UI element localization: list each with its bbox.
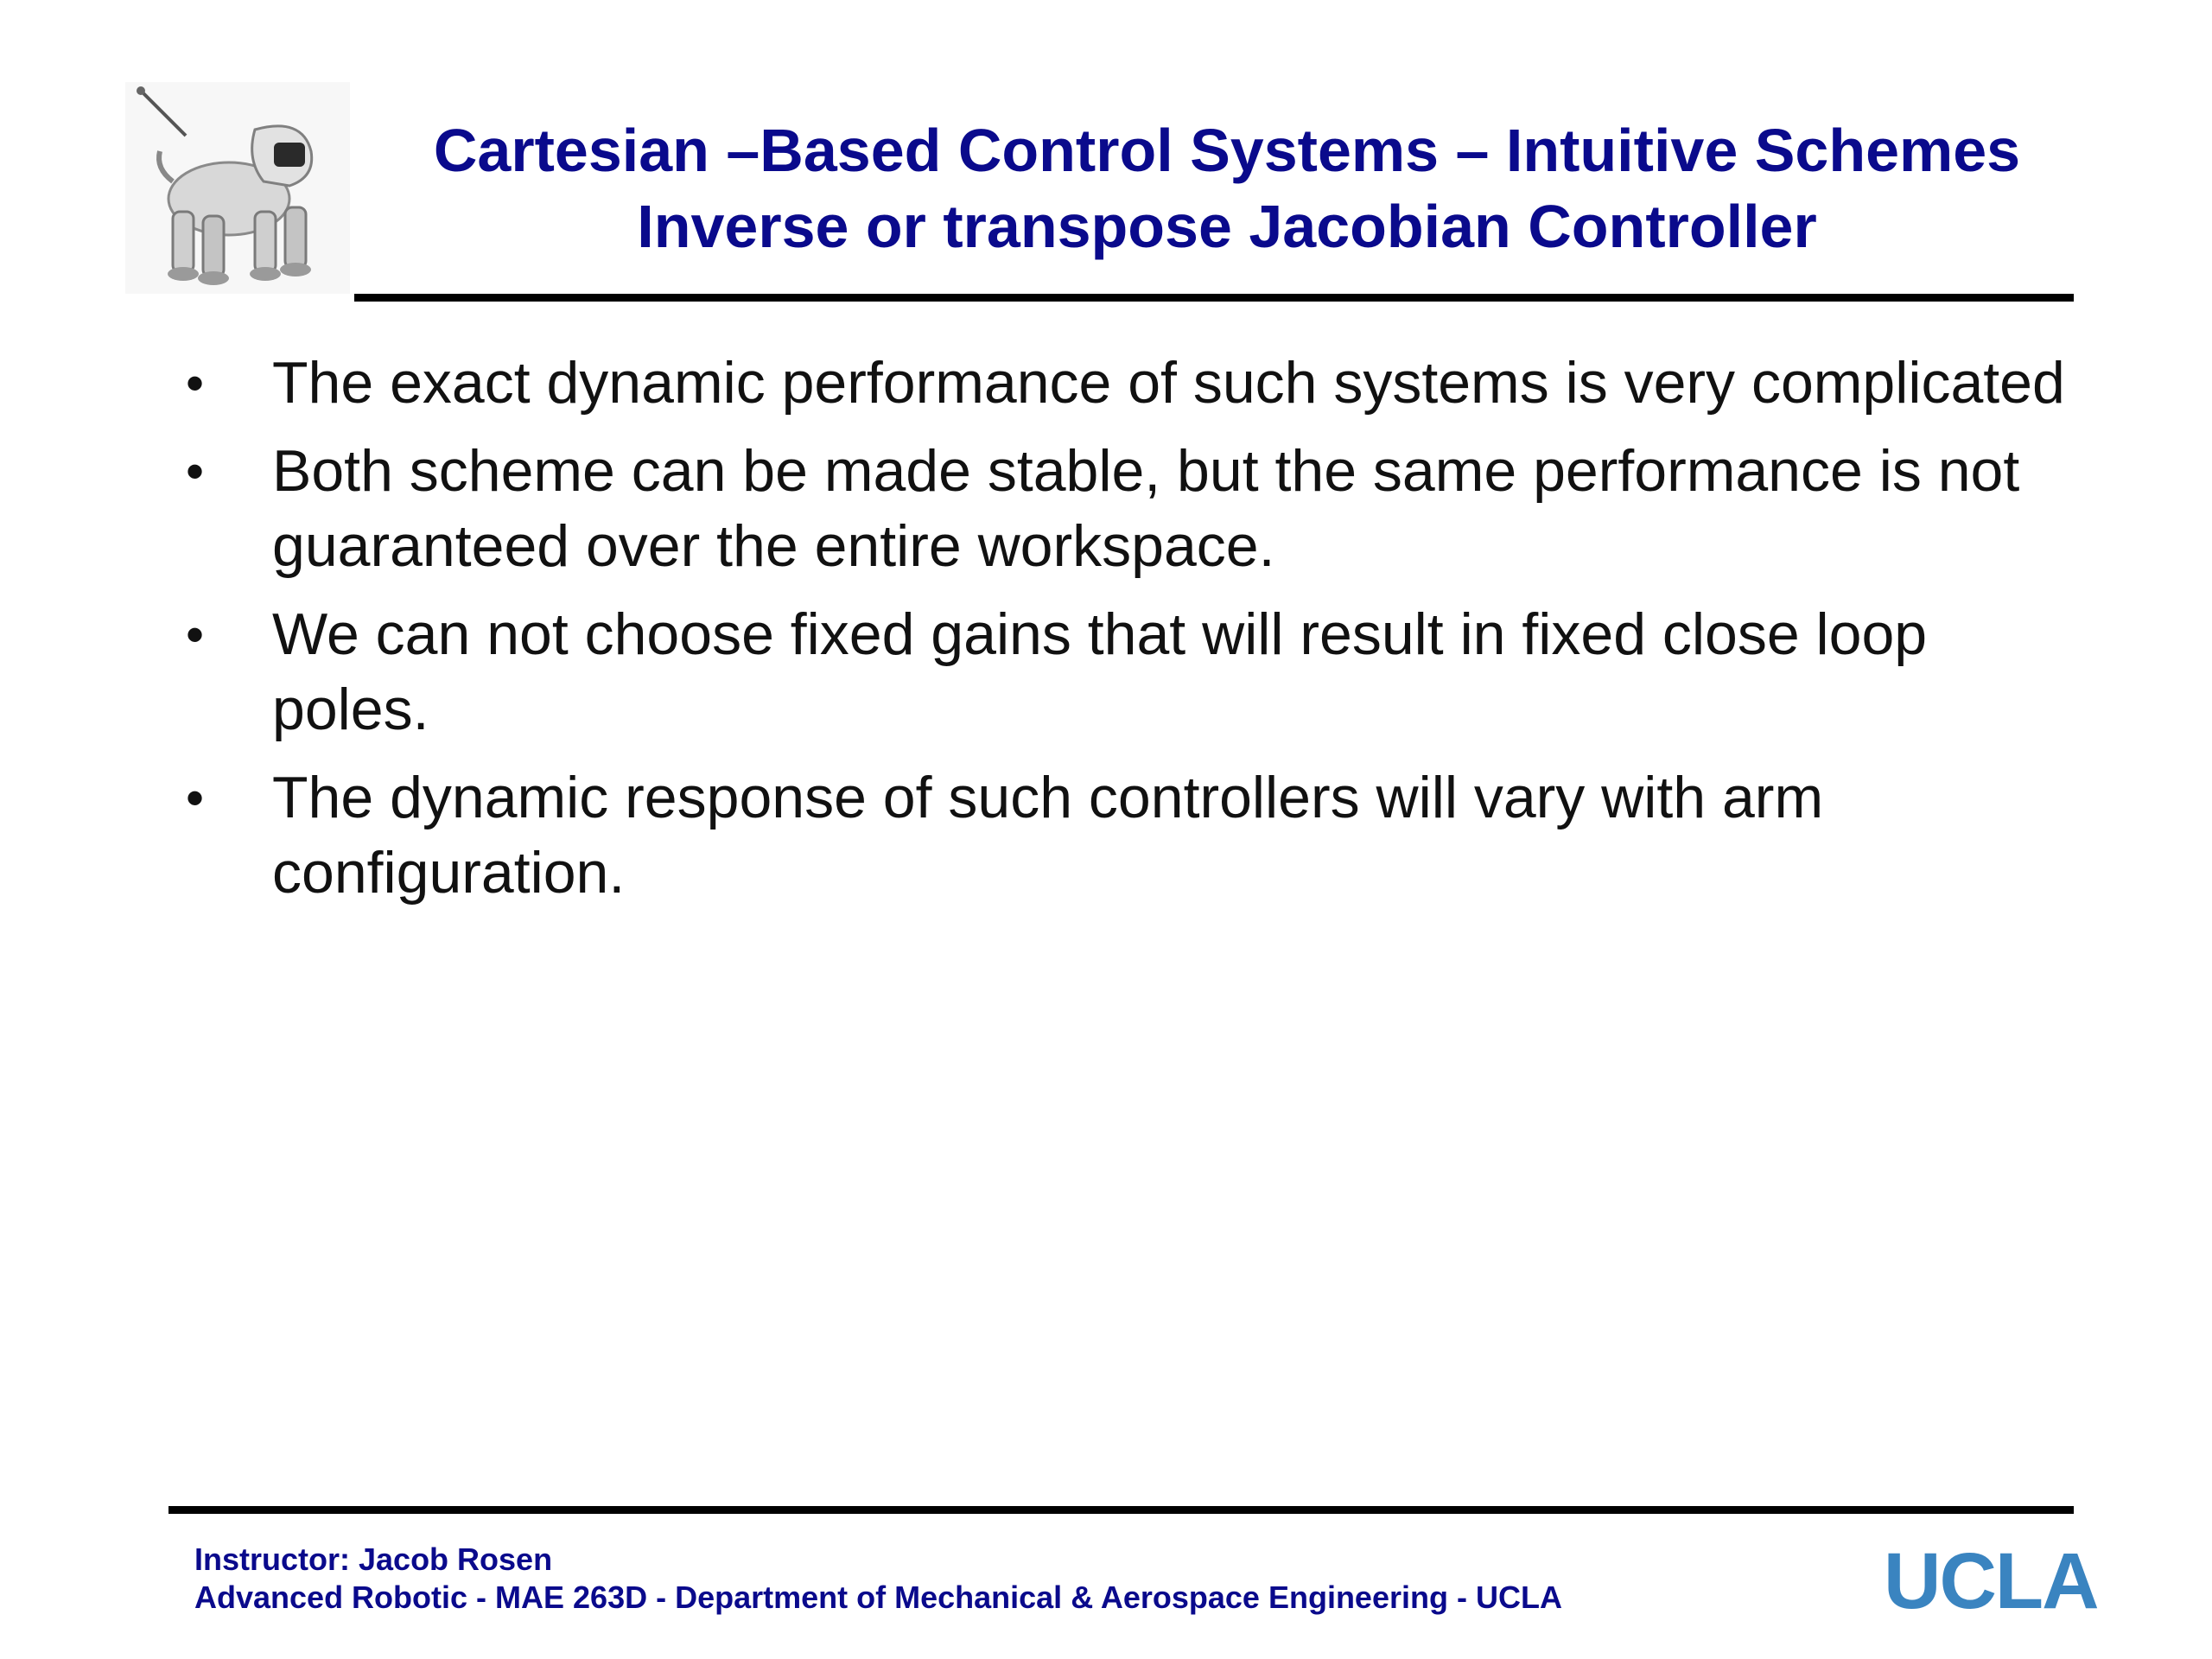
bullet-text: Both scheme can be made stable, but the same performance is not guaranteed over the entire workspace. [272,438,2020,579]
bullet-item [186,434,2087,584]
title-divider [354,294,2074,302]
bullet-item [186,346,2087,421]
robot-dog-icon [125,82,350,294]
bullet-item [186,597,2087,747]
footer-course: Advanced Robotic - MAE 263D - Department of Mechanical & Aerospace Engineering - UCLA [194,1580,1562,1615]
bullet-marker: • [186,354,205,412]
bullet-list [186,346,2087,924]
bullet-text: The dynamic response of such controllers will vary with arm configuration. [272,765,1824,906]
footer-instructor: Instructor: Jacob Rosen [194,1541,553,1577]
bullet-text: We can not choose fixed gains that will result in fixed close loop poles. [272,601,1928,742]
ucla-logo: UCLA [1884,1537,2098,1625]
title-line-2: Inverse or transpose Jacobian Controller [637,193,1817,260]
bullet-text: The exact dynamic performance of such systems is very complicated [272,350,2065,416]
bullet-marker: • [186,442,205,500]
bullet-marker: • [186,606,205,664]
footer-text [194,1541,1562,1617]
footer-divider [168,1506,2074,1514]
bullet-marker: • [186,769,205,827]
title-line-1: Cartesian –Based Control Systems – Intuitive Schemes [433,117,2021,184]
slide-title [363,112,2091,264]
bullet-item [186,760,2087,911]
